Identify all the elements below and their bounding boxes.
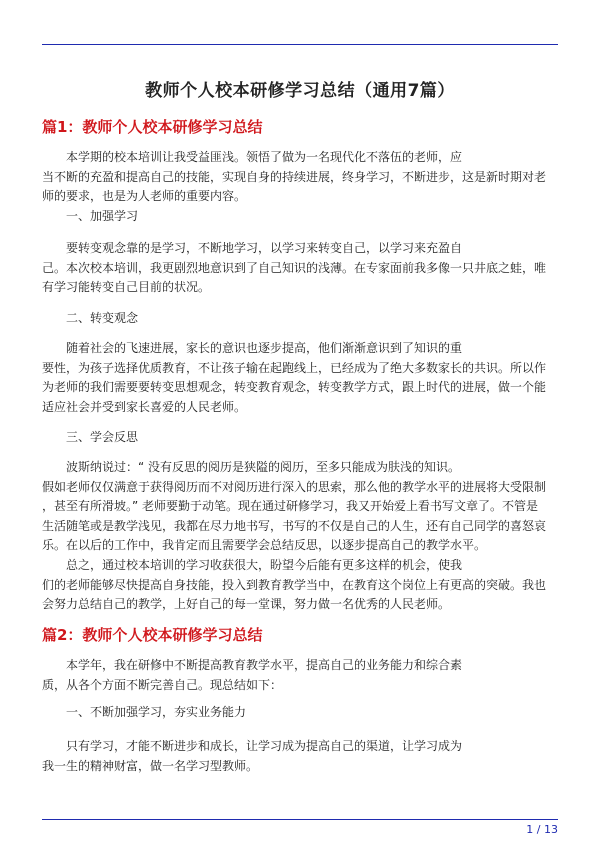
article-1-heading: 篇1：教师个人校本研修学习总结 <box>42 118 263 136</box>
article-2-heading: 篇2：教师个人校本研修学习总结 <box>42 626 263 644</box>
paragraph: 随着社会的飞速进展，家长的意识也逐步提高，他们渐渐意识到了知识的重 要性，为孩子选择优质教育，不让孩子输在起跑线上，已经成为了绝大多数家长的共识。所以作 为老师的我们需要要转变思想观念，转变教育观念，转变教学方式，跟上时代的进展，做一个能 适应社会并受到家长喜爱的人民老师。 <box>42 341 547 414</box>
section-heading: 一、不断加强学习，夯实业务能力 <box>66 705 247 719</box>
footer-rule <box>42 819 558 820</box>
paragraph: 总之，通过校本培训的学习收获很大，盼望今后能有更多这样的机会，使我 们的老师能够尽快提高自身技能，投入到教育教学当中，在教育这个岗位上有更高的突破。我也 会努力总结自己的教学，上好自己的每一堂课，努力做一名优秀的人民老师。 <box>42 558 547 611</box>
paragraph: 本学年，我在研修中不断提高教育教学水平，提高自己的业务能力和综合素 质，从各个方面不断完善自己。现总结如下： <box>42 658 463 692</box>
header-rule <box>42 44 558 45</box>
paragraph: 要转变观念靠的是学习，不断地学习，以学习来转变自己，以学习来充盈自 己。本次校本培训，我更剧烈地意识到了自己知识的浅薄。在专家面前我多像一只井底之蛙，唯 有学习能转变自己目前的状况。 <box>42 241 547 294</box>
document-title: 教师个人校本研修学习总结（通用7篇） <box>145 81 455 101</box>
paragraph: 波斯纳说过：“ 没有反思的阅历是狭隘的阅历，至多只能成为肤浅的知识。 假如老师仅仅满意于获得阅历而不对阅历进行深入的思索，那么他的教学水平的进展将大受限制 ，甚至有所滑坡。” 老师要勤于动笔。现在通过研修学习，我又开始爱上看书写文章了。不管是 生活随笔或是教学浅见，我都在尽力地书写，书写的不仅是自己的人生，还有自己同学的喜怒哀 乐。在以后的工作中，我肯定而且需要学会总结反思，以逐步提高自己的教学水平。 <box>42 460 547 552</box>
paragraph: 本学期的校本培训让我受益匪浅。领悟了做为一名现代化不落伍的老师，应 当不断的充盈和提高自己的技能，实现自身的持续进展，终身学习，不断进步，这是新时期对老 师的要求，也是为人老师的重要内容。 <box>42 150 547 203</box>
section-heading: 二、转变观念 <box>66 311 139 325</box>
section-heading: 一、加强学习 <box>66 209 139 223</box>
paragraph: 只有学习，才能不断进步和成长，让学习成为提高自己的渠道，让学习成为 我一生的精神财富，做一名学习型教师。 <box>42 739 463 773</box>
section-heading: 三、学会反思 <box>66 430 139 444</box>
page-number: 1 / 13 <box>526 823 558 836</box>
